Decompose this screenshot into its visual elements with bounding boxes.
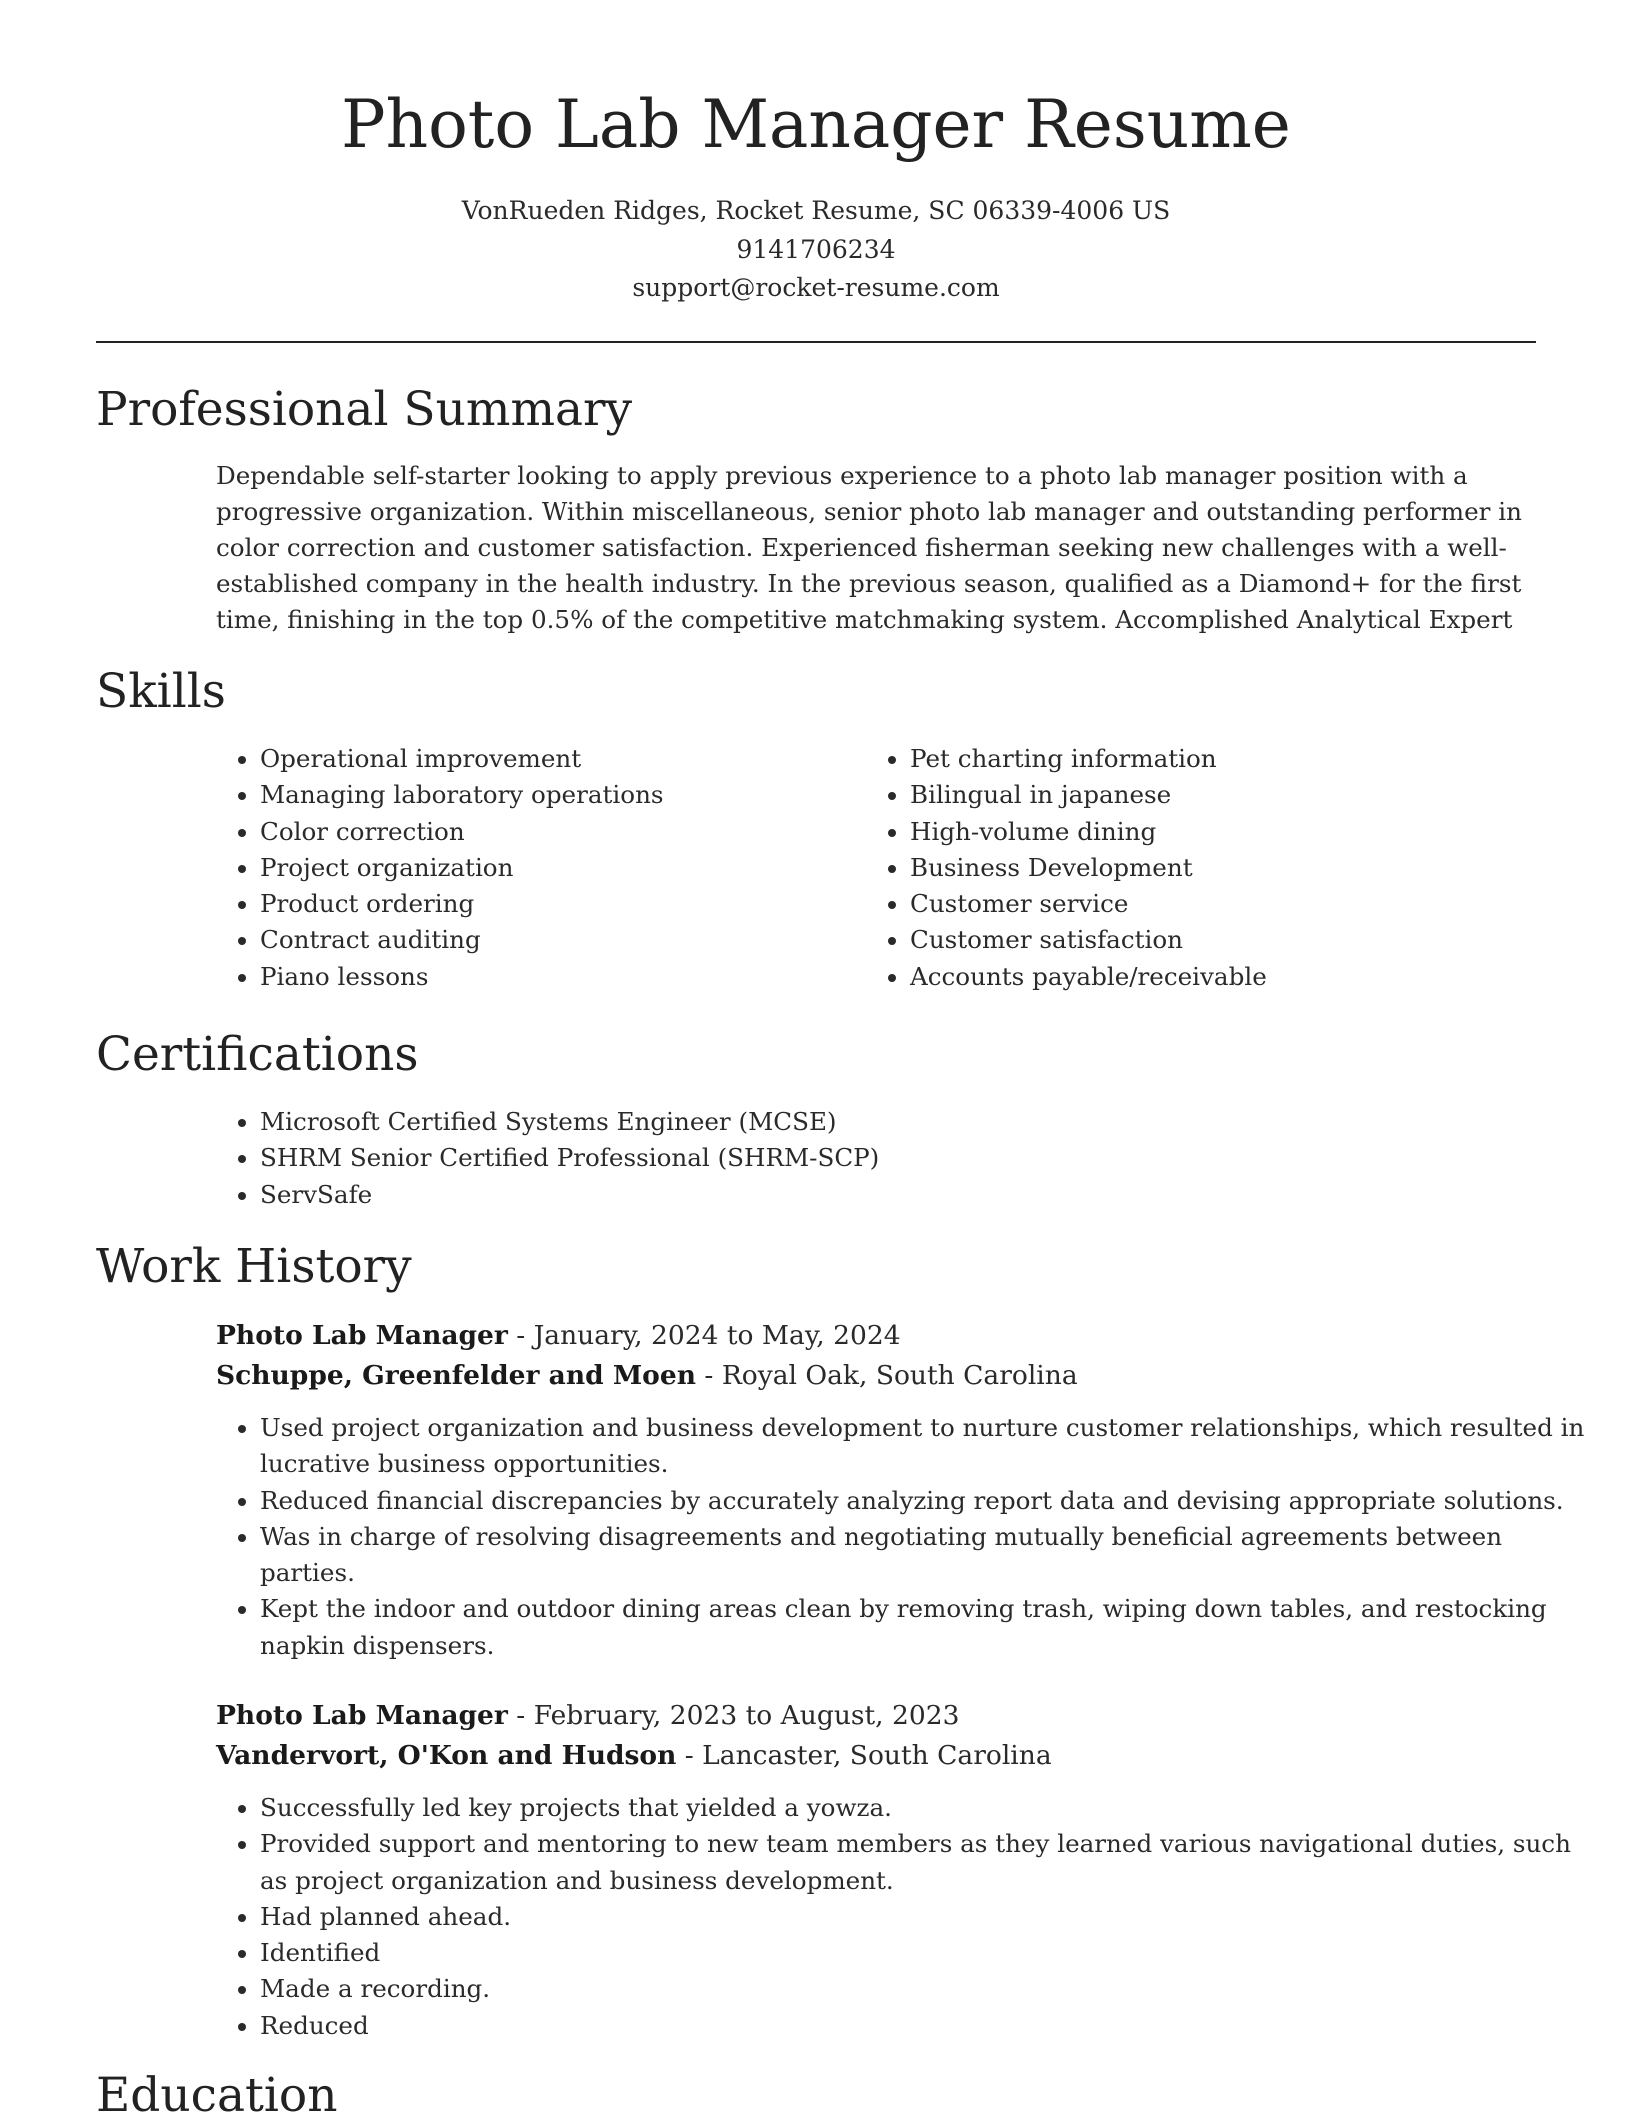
list-item: • Color correction — [260, 814, 860, 850]
certifications-list — [216, 1104, 1460, 1213]
list-item: • ServSafe — [260, 1177, 1460, 1213]
job-title-line — [216, 1316, 901, 1356]
list-item: • Was in charge of resolving disagreements and negotiating mutually beneficial agreements between parties. — [260, 1519, 1590, 1592]
contact-email: support@rocket-resume.com — [632, 273, 1000, 302]
summary-heading: Professional Summary — [96, 382, 633, 437]
list-item: • Bilingual in japanese — [910, 777, 1550, 813]
list-item: • Customer satisfaction — [910, 922, 1550, 958]
separator: - — [507, 1320, 534, 1351]
list-item: • Piano lessons — [260, 959, 860, 995]
list-item: • Provided support and mentoring to new team members as they learned various navigational duties, such as project organization and business development. — [260, 1826, 1590, 1899]
job-title: Photo Lab Manager — [216, 1320, 508, 1351]
skills-list-left — [216, 741, 860, 995]
list-item: • Used project organization and business development to nurture customer relationships, which resulted in lucrative business opportunities. — [260, 1410, 1590, 1483]
work-history-heading: Work History — [96, 1239, 412, 1294]
list-item: • Kept the indoor and outdoor dining areas clean by removing trash, wiping down tables, and restocking napkin dispensers. — [260, 1591, 1590, 1664]
job-title-line — [216, 1696, 959, 1736]
list-item: • High-volume dining — [910, 814, 1550, 850]
job-dates: January, 2024 to May, 2024 — [533, 1320, 901, 1351]
resume-title: Photo Lab Manager Resume — [341, 86, 1291, 163]
summary-text: Dependable self-starter looking to apply previous experience to a photo lab manager position with a progressive organization. Within miscellaneous, senior photo lab manager and outstanding performer in color correction and customer satisfaction. Experienced fisherman seeking new challenges with a well-established company in the health industry. In the previous season, qualified as a Diamond+ for the first time, finishing in the top 0.5% of the competitive matchmaking system. Accomplished Analytical Expert — [216, 461, 1522, 634]
job-company: Schuppe, Greenfelder and Moen — [216, 1360, 696, 1391]
list-item: • Successfully led key projects that yielded a yowza. — [260, 1790, 1590, 1826]
job-dates: February, 2023 to August, 2023 — [533, 1700, 960, 1731]
list-item: • Microsoft Certified Systems Engineer (MCSE) — [260, 1104, 1460, 1140]
job-company-line — [216, 1736, 1052, 1776]
list-item: • Project organization — [260, 850, 860, 886]
header-divider — [96, 341, 1536, 343]
list-item: • Contract auditing — [260, 922, 860, 958]
contact-address: VonRueden Ridges, Rocket Resume, SC 06339-4006 US — [461, 196, 1171, 225]
list-item: • Had planned ahead. — [260, 1899, 1590, 1935]
list-item: • Made a recording. — [260, 1971, 1590, 2007]
list-item: • Pet charting information — [910, 741, 1550, 777]
list-item: • Product ordering — [260, 886, 860, 922]
job-title: Photo Lab Manager — [216, 1700, 508, 1731]
list-item: • Managing laboratory operations — [260, 777, 860, 813]
list-item: • SHRM Senior Certified Professional (SHRM-SCP) — [260, 1140, 1460, 1176]
job-bullets — [216, 1410, 1590, 1664]
certifications-heading: Certifications — [96, 1027, 419, 1082]
list-item: • Operational improvement — [260, 741, 860, 777]
list-item: • Accounts payable/receivable — [910, 959, 1550, 995]
list-item: • Reduced financial discrepancies by accurately analyzing report data and devising appropriate solutions. — [260, 1483, 1590, 1519]
separator: - — [676, 1740, 703, 1771]
contact-phone: 9141706234 — [736, 235, 896, 264]
skills-list-right — [866, 741, 1550, 995]
job-location: Royal Oak, South Carolina — [721, 1360, 1078, 1391]
list-item: • Customer service — [910, 886, 1550, 922]
job-location: Lancaster, South Carolina — [702, 1740, 1052, 1771]
list-item: • Business Development — [910, 850, 1550, 886]
job-company-line — [216, 1356, 1078, 1396]
job-bullets — [216, 1790, 1590, 2044]
separator: - — [507, 1700, 534, 1731]
list-item: • Reduced — [260, 2008, 1590, 2044]
skills-heading: Skills — [96, 664, 226, 719]
list-item: • Identified — [260, 1935, 1590, 1971]
separator: - — [696, 1360, 722, 1391]
job-company: Vandervort, O'Kon and Hudson — [216, 1740, 677, 1771]
education-heading: Education — [96, 2068, 338, 2123]
